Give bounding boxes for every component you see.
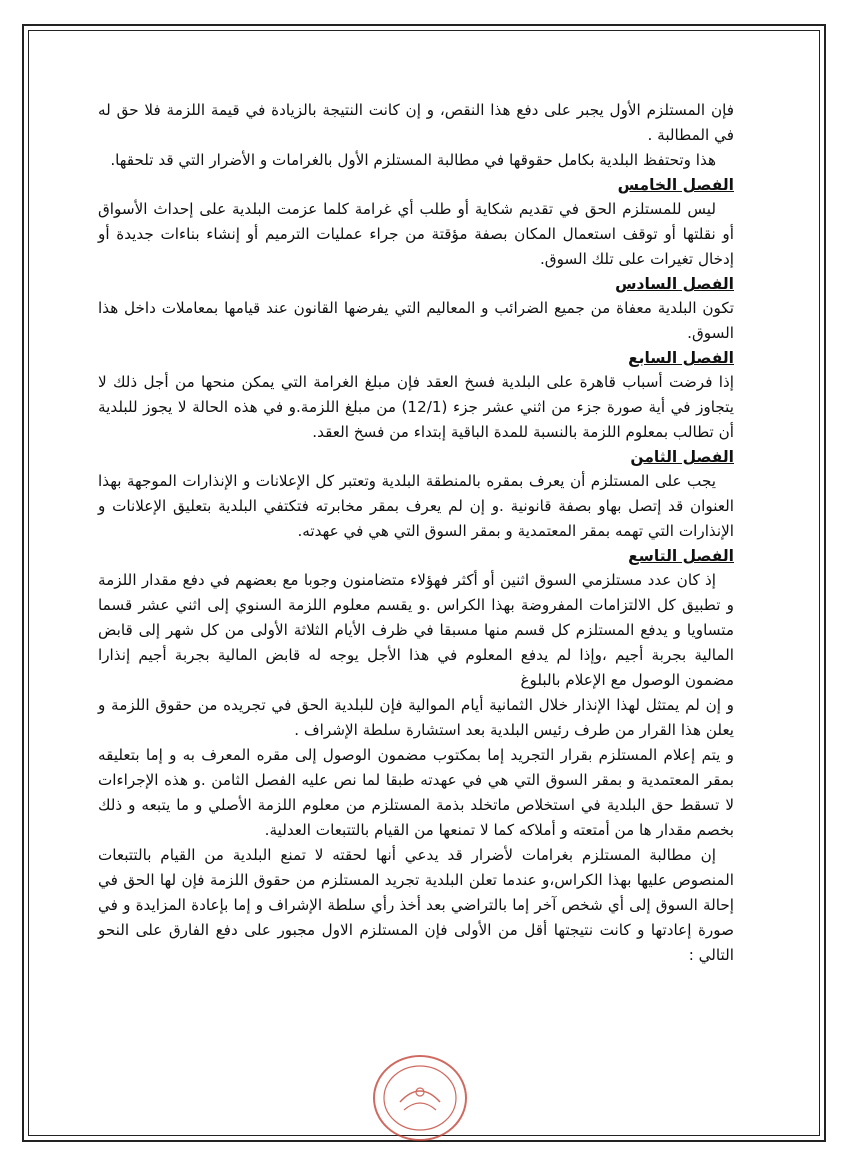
body-paragraph: تكون البلدية معفاة من جميع الضرائب و المعاليم التي يفرضها القانون عند قيامها بمعاملات داخل هذا السوق. xyxy=(98,299,734,342)
body-paragraph: هذا وتحتفظ البلدية بكامل حقوقها في مطالبة المستلزم الأول بالغرامات و الأضرار التي قد تلحقها. xyxy=(110,151,716,169)
body-paragraph: فإن المستلزم الأول يجبر على دفع هذا النقص، و إن كانت النتيجة بالزيادة في قيمة اللزمة فلا حق له في المطالبة . xyxy=(98,101,734,144)
body-paragraph: و يتم إعلام المستلزم بقرار التجريد إما بمكتوب مضمون الوصول إلى مقره المعرف به و إما بتعليقه بمقر المعتمدية و بمقر السوق التي هي في عهدته طبقا لما نص عليه الفصل الثامن .و هذه الإجراءات لا تسقط حق البلدية في استخلاص ماتخلد بذمة المستلزم من معلوم اللزمة الأصلي و ما يتبعه و ذلك بخصم مقدار ها من أمتعته و أملاكه كما لا تمنعها من القيام بالتتبعات العدلية. xyxy=(98,746,734,839)
body-paragraph: إذ كان عدد مستلزمي السوق اثنين أو أكثر فهؤلاء متضامنون وجوبا مع بعضهم في دفع مقدار اللزمة و تطبيق كل الالتزامات المفروضة بهذا الكراس .و يقسم معلوم اللزمة السنوي إلى اثني عشر قسما متساويا و يدفع المستلزم كل قسم منها مسبقا في ظرف الأيام الثلاثة الأولى من كل شهر إلى قابض المالية بجربة أجيم ،وإذا لم يدفع المعلوم في هذا الأجل يوجه له قابض المالية بجربة أجيم إنذارا مضمون الوصول مع الإعلام بالبلوغ xyxy=(98,571,734,689)
body-paragraph: ليس للمستلزم الحق في تقديم شكاية أو طلب أي غرامة كلما عزمت البلدية على إحداث الأسواق أو نقلتها أو توقف استعمال المكان بصفة مؤقتة من جراء عمليات الترميم أو إنشاء بناءات جديدة أو إدخال تغيرات على تلك السوق. xyxy=(98,200,734,268)
official-seal-icon xyxy=(370,1052,470,1144)
section-heading: الفصل الثامن xyxy=(630,448,734,466)
body-paragraph: إذا فرضت أسباب قاهرة على البلدية فسخ العقد فإن مبلغ الغرامة التي يمكن منحها من أجل ذلك لا يتجاوز في أية صورة جزء من اثني عشر جزء (12/1) من مبلغ اللزمة.و في هذه الحالة لا يجوز للبلدية أن تطالب بمعلوم اللزمة بالنسبة للمدة الباقية إبتداء من فسخ العقد. xyxy=(98,373,734,441)
section-heading: الفصل السابع xyxy=(628,349,734,367)
document-body xyxy=(98,98,734,968)
body-paragraph: يجب على المستلزم أن يعرف بمقره بالمنطقة البلدية وتعتبر كل الإعلانات و الإنذارات الموجهة بهذا العنوان قد إتصل بهاو بصفة قانونية .و إن لم يعرف بمقر مخابرته فتكتفي البلدية بتعليق الإعلانات و الإنذارات التي تهمه بمقر المعتمدية و بمقر السوق التي هي في عهدته. xyxy=(98,472,734,540)
body-paragraph: إن مطالبة المستلزم بغرامات لأضرار قد يدعي أنها لحقته لا تمنع البلدية من القيام بالتتبعات المنصوص عليها بهذا الكراس،و عندما تعلن البلدية تجريد المستلزم من حقوق اللزمة فإن لها الحق في إحالة السوق إلى أي شخص آخر إما بالتراضي بعد أخذ رأي سلطة الإشراف و إما بإعادة المزايدة و في صورة إعادتها و كانت نتيجتها أقل من الأولى فإن المستلزم الاول مجبور على دفع الفارق على النحو التالي : xyxy=(98,846,734,964)
section-heading: الفصل الخامس xyxy=(617,176,734,194)
section-heading: الفصل التاسع xyxy=(628,547,734,565)
section-heading: الفصل السادس xyxy=(615,275,734,293)
body-paragraph: و إن لم يمتثل لهذا الإنذار خلال الثمانية أيام الموالية فإن للبلدية الحق في تجريده من حقوق اللزمة و يعلن هذا القرار من طرف رئيس البلدية بعد استشارة سلطة الإشراف . xyxy=(98,696,734,739)
